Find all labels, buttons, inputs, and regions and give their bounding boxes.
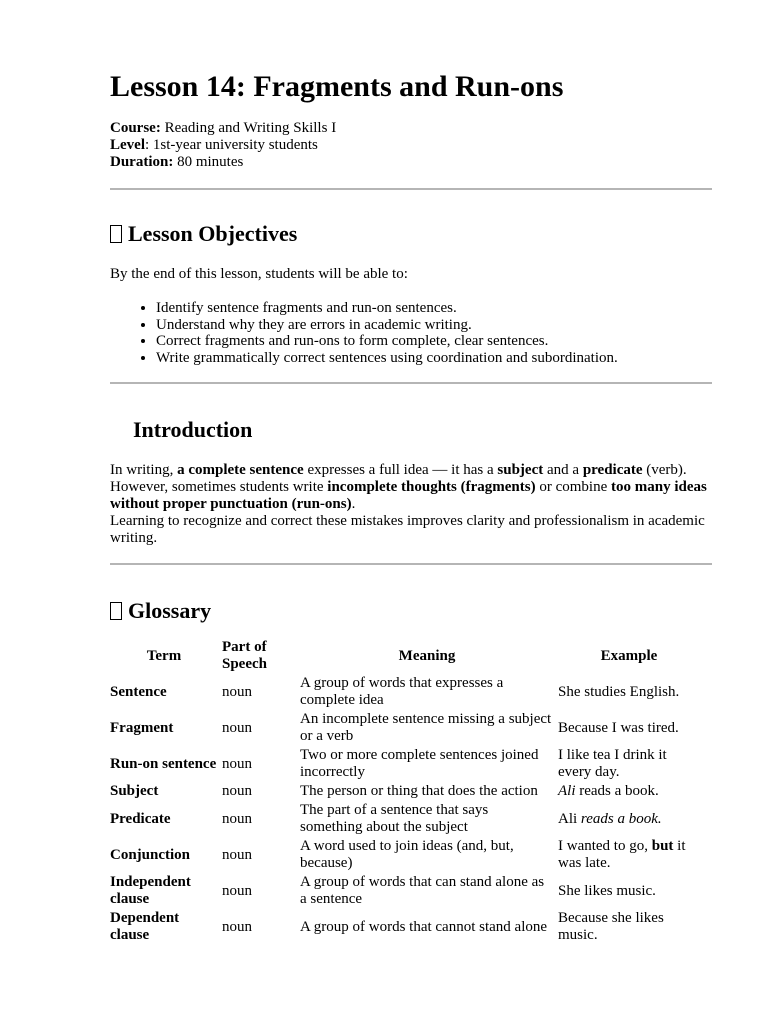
example-text: it was late. [558,838,686,871]
term-complete-sentence: a complete sentence [177,462,304,478]
cell-meaning: A group of words that expresses a complete idea [300,675,504,708]
cell-example [556,837,702,873]
cell-example: She likes music. [558,882,656,899]
course-label: Course: [110,120,161,136]
cell-meaning: Two or more complete sentences joined incorrectly [300,747,539,780]
cell-term: Subject [110,783,159,799]
example-italic: reads a book. [580,810,662,827]
divider [110,382,712,384]
cell-meaning: An incomplete sentence missing a subject or a verb [300,711,552,744]
list-item: • Correct fragments and run-ons to form complete, clear sentences. [156,333,712,350]
cell-meaning: The part of a sentence that says something about the subject [300,802,489,835]
cell-pos: noun [222,846,252,863]
example-italic: Ali [558,783,576,799]
header-part-of-speech [220,638,298,674]
introduction-paragraph-2: Learning to recognize and correct these mistakes improves clarity and professionalism in academic writing. [110,513,705,546]
glossary-heading [110,598,712,624]
table-row [108,909,702,945]
table-row [108,710,702,746]
text-run: or combine [535,479,611,495]
introduction-heading: Introduction [133,417,253,442]
text-run: expresses a full idea — it has a [303,462,498,478]
cell-term: Sentence [110,683,167,700]
divider [110,188,712,190]
course-line [110,120,712,137]
cell-meaning: A word used to join ideas (and, but, because) [300,838,514,871]
text-run: However, sometimes students write [110,479,328,495]
text-run: . [351,496,356,512]
cell-pos: noun [222,783,252,799]
missing-glyph-icon [110,225,122,243]
text-run: and a [543,462,583,478]
cell-example: She studies English. [558,683,680,700]
cell-pos: noun [222,810,252,827]
cell-meaning: A group of words that can stand alone as a sentence [300,874,545,907]
text-run: In writing, [110,462,178,478]
introduction-body [110,462,712,547]
cell-pos: noun [222,755,252,772]
objectives-heading [110,221,712,247]
cell-term: Predicate [110,810,171,827]
objectives-list [110,300,712,366]
duration-label: Duration: [110,154,174,170]
cell-pos: noun [222,918,252,935]
table-header-row [108,638,702,674]
missing-glyph-icon [110,602,122,620]
table-row [108,674,702,710]
example-text: reads a book. [575,783,659,799]
table-row [108,873,702,909]
cell-term: Dependent clause [110,910,180,943]
table-row [108,746,702,782]
example-text: I wanted to go, [558,838,652,854]
level-line [110,137,712,154]
cell-term: Run-on sentence [110,755,217,772]
term-predicate: predicate [582,462,643,478]
list-item: • Write grammatically correct sentences using coordination and subordination. [156,350,712,367]
glossary-table [108,638,702,945]
introduction-paragraph [110,462,712,513]
course-value: Reading and Writing Skills I [160,120,337,136]
cell-pos: noun [222,683,252,700]
cell-pos: noun [222,719,252,736]
cell-term: Fragment [110,719,174,736]
cell-example: I like tea I drink it every day. [558,747,667,780]
level-label: Level [110,137,145,153]
term-run-ons: too many ideas without proper punctuation (run-ons) [110,479,707,512]
table-row [108,782,702,801]
level-value: : 1st-year university students [145,137,318,153]
header-pos-line-1: Part of [222,639,267,655]
header-term: Term [146,647,182,664]
cell-meaning: A group of words that cannot stand alone [300,918,548,935]
duration-value: 80 minutes [173,154,244,170]
divider [110,563,712,565]
objectives-intro: By the end of this lesson, students will be able to: [110,266,408,282]
table-row [108,801,702,837]
lesson-meta [110,120,712,171]
list-item: • Understand why they are errors in academic writing. [156,317,712,334]
cell-example [556,782,702,801]
example-bold: but [651,838,674,854]
cell-meaning: The person or thing that does the action [300,783,538,799]
term-subject: subject [497,462,544,478]
cell-example: Because I was tired. [558,719,679,736]
cell-pos: noun [222,882,252,899]
header-example: Example [600,647,658,664]
text-run: (verb). [642,462,687,478]
objectives-heading-text: Lesson Objectives [128,221,298,246]
page-title: Lesson 14: Fragments and Run-ons [110,70,564,103]
cell-term: Independent clause [110,874,191,907]
header-pos-line-2: Speech [222,656,267,672]
cell-example: Because she likes music. [558,910,664,943]
term-fragments: incomplete thoughts (fragments) [327,479,536,495]
table-row [108,837,702,873]
example-text: Ali [558,810,581,827]
cell-term: Conjunction [110,846,191,863]
duration-line [110,154,712,171]
glossary-heading-text: Glossary [128,598,212,623]
cell-example [556,801,702,837]
header-meaning: Meaning [398,647,456,664]
list-item: • Identify sentence fragments and run-on sentences. [156,300,712,317]
